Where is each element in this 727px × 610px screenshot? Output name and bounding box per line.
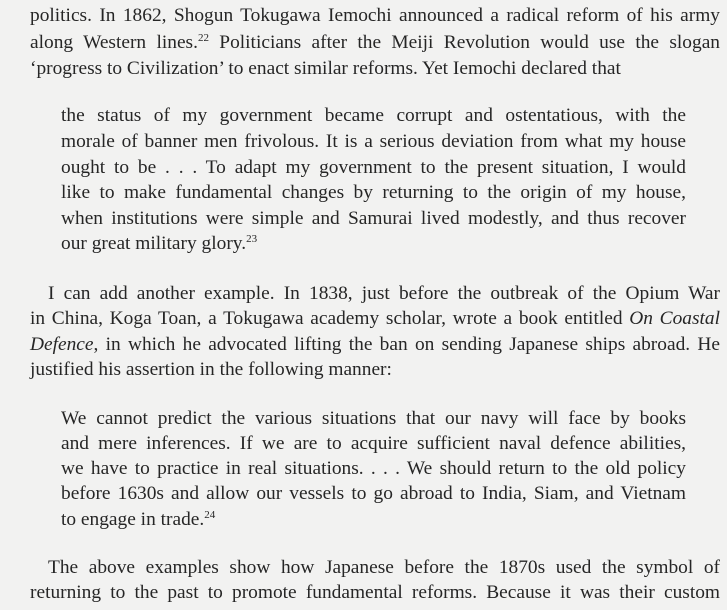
quote-1-line-5: when institutions were simple and Samurai lived modestly, and thus recover bbox=[61, 208, 686, 229]
paragraph-2-line-1: I can add another example. In 1838, just before the outbreak of the Opium War bbox=[48, 283, 720, 304]
paragraph-3-line-1: The above examples show how Japanese before the 1870s used the symbol of bbox=[48, 557, 720, 578]
paragraph-1-line-1: politics. In 1862, Shogun Tokugawa Iemochi announced a radical reform of his army bbox=[30, 5, 720, 26]
quote-2-line-1: We cannot predict the various situations that our navy will face by books bbox=[61, 408, 686, 429]
footnote-23: 23 bbox=[246, 233, 258, 245]
paragraph-2-line-3: Defence, in which he advocated lifting the ban on sending Japanese ships abroad. He bbox=[30, 334, 720, 355]
footnote-22: 22 bbox=[197, 32, 209, 44]
paragraph-3-line-2: returning to the past to promote fundamental reforms. Because it was their custom bbox=[30, 582, 720, 603]
paragraph-1-line-3: ‘progress to Civilization’ to enact similar reforms. Yet Iemochi declared that bbox=[30, 58, 621, 79]
quote-1-line-3: ought to be . . . To adapt my government to the present situation, I would bbox=[61, 157, 686, 178]
quote-1-line-6: our great military glory.$^{23}$ bbox=[61, 233, 258, 254]
quote-2-line-3: we have to practice in real situations. . . . We should return to the old policy bbox=[61, 458, 686, 479]
quote-2-line-2: and mere inferences. If we are to acquire sufficient naval defence abilities, bbox=[61, 433, 686, 454]
book-title-part-2: Defence bbox=[30, 334, 94, 355]
quote-1-line-4: like to make fundamental changes by returning to the origin of my house, bbox=[61, 182, 686, 203]
paragraph-1-line-2: along Western lines.$^{22}$ Politicians after the Meiji Revolution would use the slogan bbox=[30, 32, 720, 53]
paragraph-2-line-2: in China, Koga Toan, a Tokugawa academy scholar, wrote a book entitled On Coastal bbox=[30, 308, 720, 329]
quote-1-line-2: morale of banner men frivolous. It is a serious deviation from what my house bbox=[61, 131, 686, 152]
book-title-part-1: On Coastal bbox=[629, 308, 720, 329]
quote-1-line-1: the status of my government became corrupt and ostentatious, with the bbox=[61, 105, 686, 126]
quote-2-line-5: to engage in trade.$^{24}$ bbox=[61, 509, 216, 530]
quote-2-line-4: before 1630s and allow our vessels to go abroad to India, Siam, and Vietnam bbox=[61, 483, 686, 504]
paragraph-2-line-4: justified his assertion in the following manner: bbox=[30, 359, 392, 380]
footnote-24: 24 bbox=[204, 509, 216, 521]
